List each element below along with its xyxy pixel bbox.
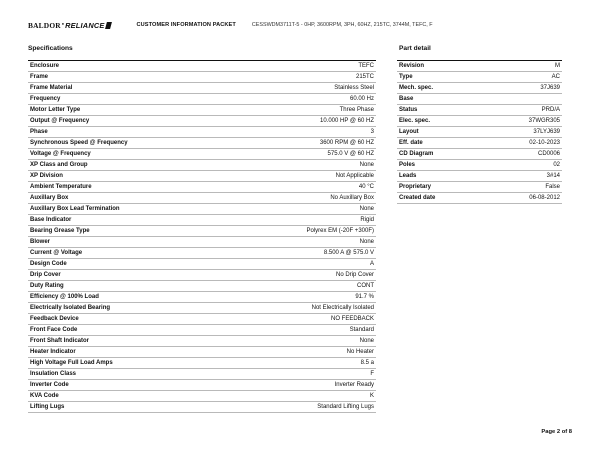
table-row xyxy=(28,83,376,94)
brand-primary: BALDOR xyxy=(28,20,61,30)
table-row xyxy=(28,369,376,380)
row-label: Front Shaft Indicator xyxy=(28,336,232,347)
row-label: Ambient Temperature xyxy=(28,182,232,193)
table-row xyxy=(28,226,376,237)
row-value: Standard xyxy=(232,325,376,336)
row-label: Frequency xyxy=(28,94,232,105)
row-value: K xyxy=(232,391,376,402)
row-value: No Auxillary Box xyxy=(232,193,376,204)
row-label: Efficiency @ 100% Load xyxy=(28,292,232,303)
row-value: PRD/A xyxy=(485,105,562,116)
row-value: 37LYJ639 xyxy=(485,127,562,138)
table-row xyxy=(28,314,376,325)
table-row xyxy=(28,105,376,116)
packet-title: CUSTOMER INFORMATION PACKET xyxy=(136,22,236,28)
table-row xyxy=(28,391,376,402)
table-row xyxy=(28,325,376,336)
row-value: Not Applicable xyxy=(232,171,376,182)
row-label: Leads xyxy=(397,171,485,182)
row-label: Frame xyxy=(28,72,232,83)
table-row xyxy=(28,160,376,171)
table-row xyxy=(397,116,562,127)
row-label: XP Division xyxy=(28,171,232,182)
table-row xyxy=(28,358,376,369)
row-label: Revision xyxy=(397,61,485,72)
table-row xyxy=(28,380,376,391)
row-value: TEFC xyxy=(232,61,376,72)
table-row xyxy=(397,182,562,193)
table-row xyxy=(28,72,376,83)
row-value: Stainless Steel xyxy=(232,83,376,94)
part-detail-table xyxy=(397,60,562,204)
row-label: Eff. date xyxy=(397,138,485,149)
row-label: Enclosure xyxy=(28,61,232,72)
row-value: 91.7 % xyxy=(232,292,376,303)
row-label: Motor Letter Type xyxy=(28,105,232,116)
row-value: None xyxy=(232,336,376,347)
row-label: Voltage @ Frequency xyxy=(28,149,232,160)
row-value: 02 xyxy=(485,160,562,171)
row-value: No Drip Cover xyxy=(232,270,376,281)
table-row xyxy=(397,94,562,105)
row-value: 8.5 a xyxy=(232,358,376,369)
row-value: Standard Lifting Lugs xyxy=(232,402,376,413)
row-value: False xyxy=(485,182,562,193)
brand-logo xyxy=(28,21,111,30)
row-label: Duty Rating xyxy=(28,281,232,292)
row-label: Auxillary Box Lead Termination xyxy=(28,204,232,215)
table-row xyxy=(28,116,376,127)
row-value: 8.500 A @ 575.0 V xyxy=(232,248,376,259)
row-label: Created date xyxy=(397,193,485,204)
specifications-table xyxy=(28,60,376,413)
row-label: Mech. spec. xyxy=(397,83,485,94)
row-label: Proprietary xyxy=(397,182,485,193)
row-value: AC xyxy=(485,72,562,83)
row-value: 3600 RPM @ 60 HZ xyxy=(232,138,376,149)
row-label: Heater Indicator xyxy=(28,347,232,358)
row-label: Blower xyxy=(28,237,232,248)
row-value: None xyxy=(232,160,376,171)
row-label: Poles xyxy=(397,160,485,171)
table-row xyxy=(28,281,376,292)
row-value: 40 °C xyxy=(232,182,376,193)
table-row xyxy=(28,94,376,105)
table-row xyxy=(397,127,562,138)
row-value: 37WGR305 xyxy=(485,116,562,127)
table-row xyxy=(28,248,376,259)
table-row xyxy=(397,160,562,171)
row-value: 215TC xyxy=(232,72,376,83)
row-label: Feedback Device xyxy=(28,314,232,325)
row-value xyxy=(485,94,562,105)
row-label: CD Diagram xyxy=(397,149,485,160)
row-value: None xyxy=(232,237,376,248)
row-label: Base xyxy=(397,94,485,105)
row-label: Design Code xyxy=(28,259,232,270)
table-row xyxy=(28,259,376,270)
row-value: Three Phase xyxy=(232,105,376,116)
table-row xyxy=(28,237,376,248)
row-value: 02-10-2023 xyxy=(485,138,562,149)
table-row xyxy=(397,83,562,94)
row-label: Output @ Frequency xyxy=(28,116,232,127)
row-value: 3 xyxy=(232,127,376,138)
row-value: CONT xyxy=(232,281,376,292)
row-value: 06-08-2012 xyxy=(485,193,562,204)
row-value: A xyxy=(232,259,376,270)
table-row xyxy=(397,61,562,72)
table-row xyxy=(28,204,376,215)
table-row xyxy=(397,105,562,116)
brand-mark-icon xyxy=(105,22,112,29)
row-value: None xyxy=(232,204,376,215)
row-label: Drip Cover xyxy=(28,270,232,281)
row-label: Current @ Voltage xyxy=(28,248,232,259)
row-value: NO FEEDBACK xyxy=(232,314,376,325)
row-label: Base Indicator xyxy=(28,215,232,226)
row-value: F xyxy=(232,369,376,380)
row-value: No Heater xyxy=(232,347,376,358)
table-row xyxy=(28,171,376,182)
row-value: 575.0 V @ 60 HZ xyxy=(232,149,376,160)
table-row xyxy=(28,182,376,193)
page-number: Page 2 of 8 xyxy=(541,429,572,435)
row-value: Inverter Ready xyxy=(232,380,376,391)
table-row xyxy=(397,171,562,182)
row-label: High Voltage Full Load Amps xyxy=(28,358,232,369)
row-label: Status xyxy=(397,105,485,116)
table-row xyxy=(397,138,562,149)
row-value: CD0006 xyxy=(485,149,562,160)
row-label: KVA Code xyxy=(28,391,232,402)
row-value: 3#14 xyxy=(485,171,562,182)
table-row xyxy=(28,292,376,303)
table-row xyxy=(28,149,376,160)
row-value: 60.00 Hz xyxy=(232,94,376,105)
table-row xyxy=(28,347,376,358)
row-label: Front Face Code xyxy=(28,325,232,336)
page-header xyxy=(28,19,433,31)
row-label: Auxillary Box xyxy=(28,193,232,204)
table-row xyxy=(28,270,376,281)
row-label: Synchronous Speed @ Frequency xyxy=(28,138,232,149)
table-row xyxy=(28,303,376,314)
table-row xyxy=(28,402,376,413)
table-row xyxy=(28,336,376,347)
product-description: CESSWDM3711T-5 - 0HP, 3600RPM, 3PH, 60HZ, 215TC, 3744M, TEFC, F xyxy=(251,22,433,28)
row-label: Layout xyxy=(397,127,485,138)
row-value: Not Electrically Isolated xyxy=(232,303,376,314)
row-label: Inverter Code xyxy=(28,380,232,391)
table-row xyxy=(28,61,376,72)
table-row xyxy=(397,149,562,160)
table-row xyxy=(28,215,376,226)
row-value: 10.000 HP @ 60 HZ xyxy=(232,116,376,127)
table-row xyxy=(28,193,376,204)
row-value: Polyrex EM (-20F +300F) xyxy=(232,226,376,237)
row-label: XP Class and Group xyxy=(28,160,232,171)
table-row xyxy=(28,138,376,149)
row-label: Lifting Lugs xyxy=(28,402,232,413)
row-label: Phase xyxy=(28,127,232,138)
table-row xyxy=(397,193,562,204)
row-label: Bearing Grease Type xyxy=(28,226,232,237)
row-label: Insulation Class xyxy=(28,369,232,380)
row-value: M xyxy=(485,61,562,72)
row-label: Type xyxy=(397,72,485,83)
specifications-title: Specifications xyxy=(28,45,73,52)
brand-separator: • xyxy=(61,22,65,28)
row-label: Electrically Isolated Bearing xyxy=(28,303,232,314)
row-label: Frame Material xyxy=(28,83,232,94)
row-label: Elec. spec. xyxy=(397,116,485,127)
table-row xyxy=(397,72,562,83)
row-value: Rigid xyxy=(232,215,376,226)
row-value: 37J639 xyxy=(485,83,562,94)
table-row xyxy=(28,127,376,138)
part-detail-title: Part detail xyxy=(399,45,431,52)
brand-secondary: RELIANCE xyxy=(65,20,105,30)
